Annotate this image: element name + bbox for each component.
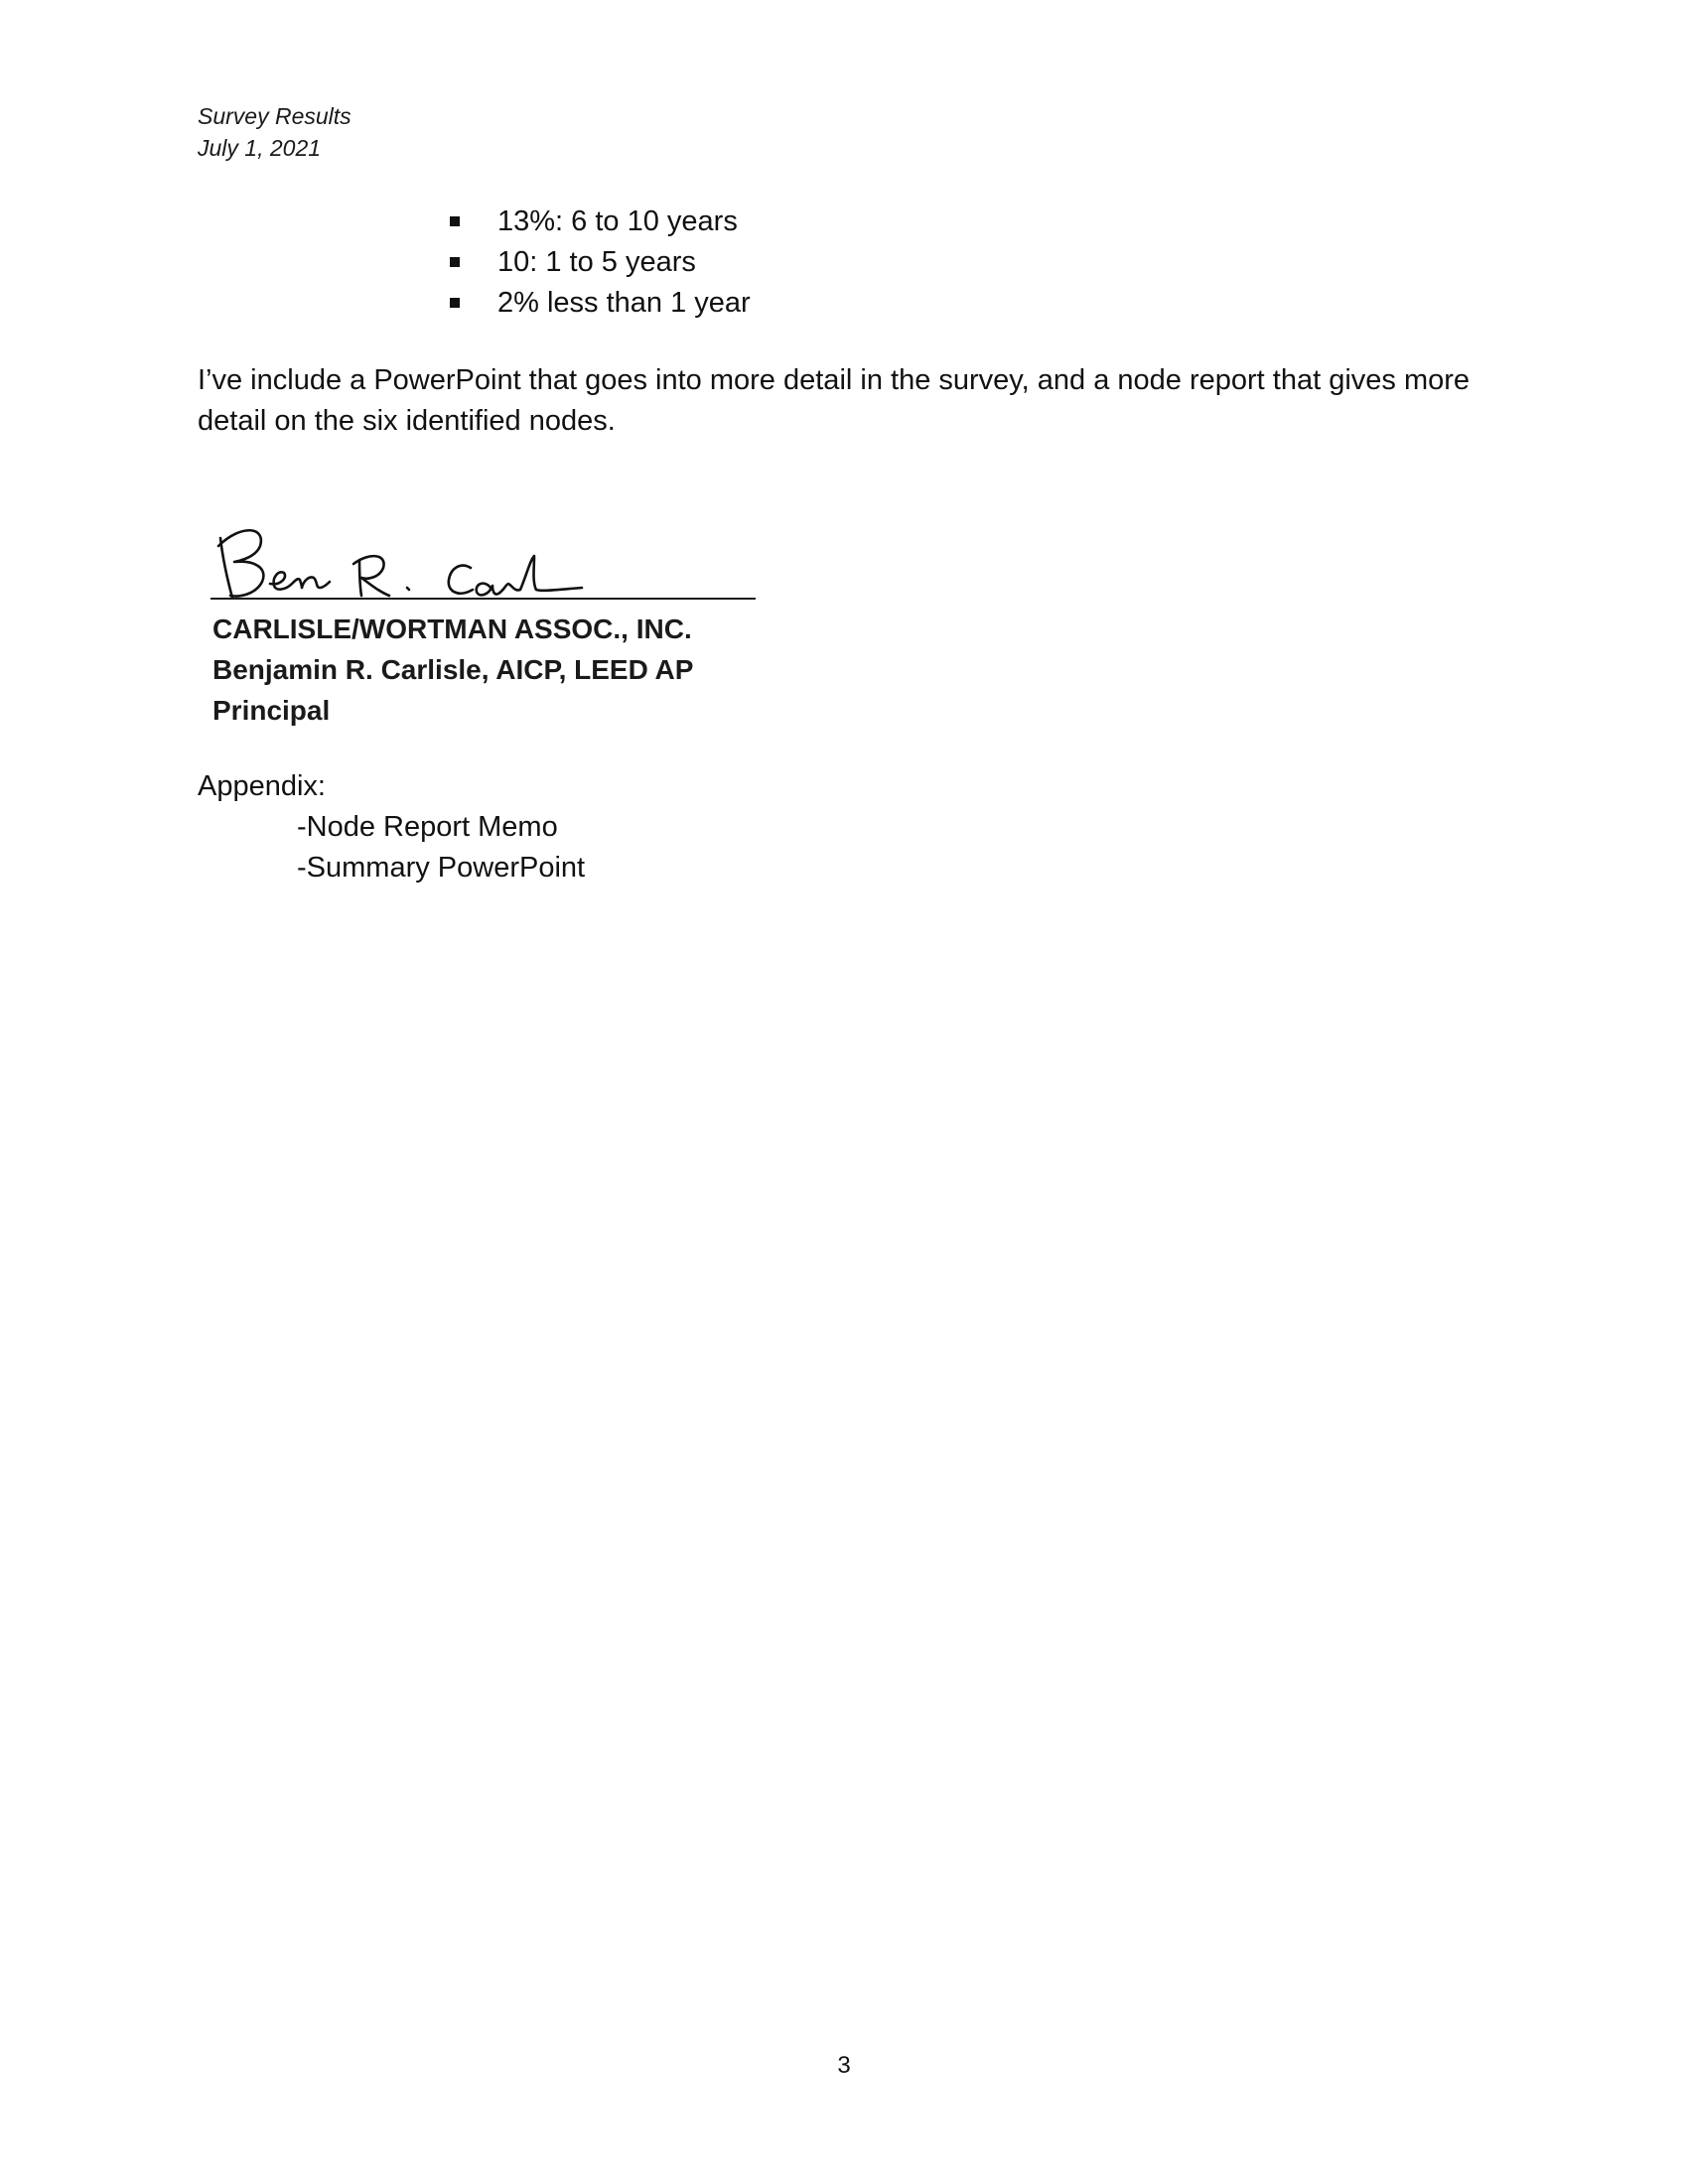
page-number: 3 [837, 2052, 851, 2079]
square-bullet-icon [450, 257, 460, 267]
appendix-item: -Summary PowerPoint [297, 852, 586, 884]
bullet-item [445, 283, 751, 324]
bullet-text: 13%: 6 to 10 years [497, 205, 738, 237]
header-title: Survey Results [198, 103, 352, 129]
square-bullet-icon [450, 216, 460, 226]
firm-name: CARLISLE/WORTMAN ASSOC., INC. [212, 614, 692, 644]
bullet-item [445, 202, 751, 242]
bullet-item [445, 242, 751, 283]
header-date: July 1, 2021 [198, 135, 322, 161]
page-header [198, 100, 352, 164]
appendix-item: -Node Report Memo [297, 811, 558, 843]
signature-line [211, 598, 756, 600]
signature-block [212, 609, 693, 731]
handwritten-signature [211, 516, 767, 606]
body-paragraph: I’ve include a PowerPoint that goes into more detail in the survey, and a node report that gives more detail on the six identified nodes. [198, 364, 1471, 437]
bullet-text: 2% less than 1 year [497, 287, 751, 319]
square-bullet-icon [450, 298, 460, 308]
signer-name: Benjamin R. Carlisle, AICP, LEED AP [212, 654, 694, 685]
appendix-section [198, 766, 585, 888]
bullet-text: 10: 1 to 5 years [497, 246, 696, 278]
signer-title: Principal [212, 695, 331, 726]
appendix-label: Appendix: [198, 770, 326, 802]
bullet-list [445, 202, 751, 324]
